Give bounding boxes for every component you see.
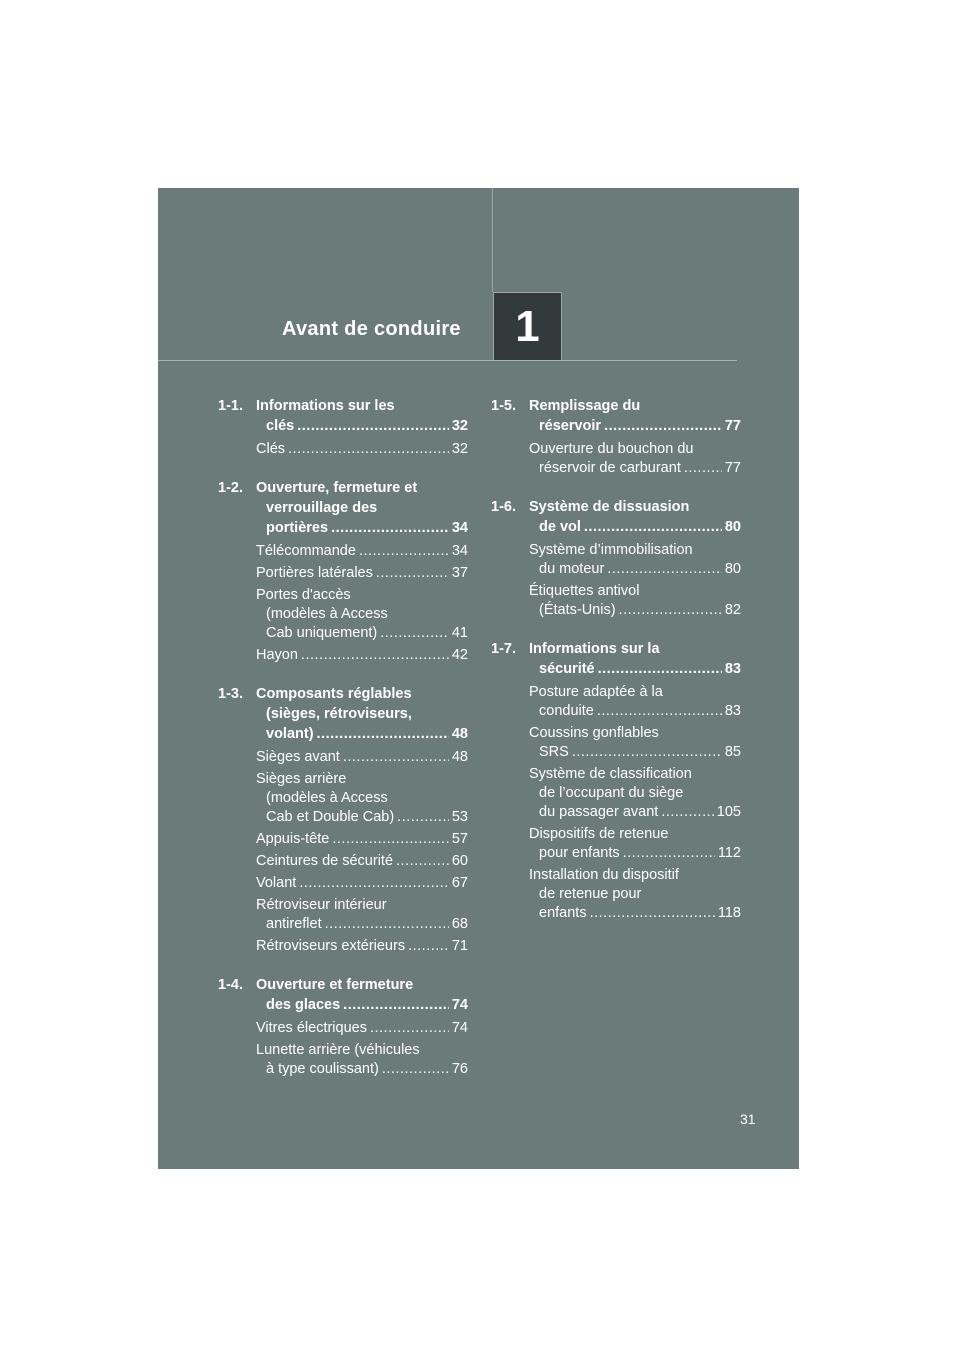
entry-line[interactable] [256, 874, 468, 893]
entry-page: 118 [717, 905, 741, 921]
section-title-line: Ouverture, fermeture et [256, 480, 418, 496]
toc-entry[interactable] [256, 1041, 468, 1079]
toc-entry[interactable] [529, 866, 741, 923]
toc-entry[interactable] [256, 586, 468, 643]
entry-text: Télécommande [256, 543, 356, 559]
entry-line[interactable] [529, 743, 741, 762]
entry-line: Ouverture du bouchon du [529, 441, 694, 457]
entry-text: Cab et Double Cab) [266, 809, 395, 825]
entry-text: du moteur [539, 561, 605, 577]
section-title [256, 684, 468, 744]
section-title-line[interactable] [256, 995, 468, 1015]
entry-line[interactable] [529, 560, 741, 579]
entry-line[interactable] [256, 646, 468, 665]
entry-text: Clés [256, 441, 286, 457]
leader-dots [359, 542, 449, 561]
toc-section [218, 478, 468, 665]
entry-line: Portes d'accès [256, 587, 351, 603]
entry-text: Appuis-tête [256, 831, 330, 847]
leader-dots [370, 1019, 449, 1038]
toc-entry[interactable] [256, 646, 468, 665]
entry-line: Posture adaptée à la [529, 684, 663, 700]
entry-list [529, 440, 741, 478]
leader-dots [317, 724, 449, 744]
section-title-line[interactable] [256, 518, 468, 538]
section-number: 1-1. [218, 398, 243, 414]
entry-text: pour enfants [539, 845, 620, 861]
entry-line[interactable] [529, 601, 741, 620]
section-title-line: Informations sur la [529, 641, 660, 657]
leader-dots [380, 624, 449, 643]
toc-section [218, 975, 468, 1079]
entry-text: enfants [539, 905, 587, 921]
toc-entry[interactable] [256, 770, 468, 827]
section-heading[interactable] [218, 478, 468, 538]
leader-dots [301, 646, 449, 665]
entry-page: 37 [451, 565, 468, 581]
leader-dots [584, 517, 722, 537]
toc-entry[interactable] [256, 564, 468, 583]
entry-page: 105 [716, 804, 741, 820]
entry-text: (États-Unis) [539, 602, 616, 618]
entry-page: 60 [451, 853, 468, 869]
leader-dots [396, 852, 449, 871]
toc-section [218, 684, 468, 956]
section-number: 1-5. [491, 398, 516, 414]
entry-line[interactable] [256, 915, 468, 934]
section-title-line: Informations sur les [256, 398, 395, 414]
section-title-page: 74 [451, 997, 468, 1013]
section-heading[interactable] [218, 684, 468, 744]
section-title-line: Composants réglables [256, 686, 412, 702]
entry-page: 80 [724, 561, 741, 577]
entry-line[interactable] [529, 702, 741, 721]
leader-dots [343, 995, 449, 1015]
entry-text: Hayon [256, 647, 298, 663]
leader-dots [597, 702, 722, 721]
entry-page: 76 [451, 1061, 468, 1077]
entry-line[interactable] [256, 830, 468, 849]
entry-page: 71 [451, 938, 468, 954]
section-title [529, 497, 741, 537]
entry-page: 82 [724, 602, 741, 618]
toc-entry[interactable] [256, 830, 468, 849]
toc-entry[interactable] [256, 896, 468, 934]
section-title-page: 32 [451, 418, 468, 434]
leader-dots [684, 459, 722, 478]
entry-page: 85 [724, 744, 741, 760]
leader-dots [572, 743, 722, 762]
entry-page: 41 [451, 625, 468, 641]
section-heading[interactable] [491, 396, 741, 436]
toc-entry[interactable] [256, 1019, 468, 1038]
entry-text: Vitres électriques [256, 1020, 367, 1036]
entry-text: Sièges avant [256, 749, 340, 765]
entry-line: (modèles à Access [266, 606, 388, 622]
entry-text: du passager avant [539, 804, 659, 820]
section-title-text: réservoir [539, 418, 602, 434]
entry-text: à type coulissant) [266, 1061, 379, 1077]
section-title-text: de vol [539, 519, 581, 535]
entry-page: 74 [451, 1020, 468, 1036]
entry-page: 32 [451, 441, 468, 457]
toc-entry[interactable] [256, 852, 468, 871]
chapter-number-badge: 1 [493, 292, 562, 360]
section-title-text: volant) [266, 726, 314, 742]
divider-vertical [492, 188, 493, 292]
section-number: 1-4. [218, 977, 243, 993]
section-title-line: Système de dissuasion [529, 499, 690, 515]
entry-page: 53 [451, 809, 468, 825]
toc-entry[interactable] [529, 825, 741, 863]
section-title-text: des glaces [266, 997, 341, 1013]
leader-dots [343, 748, 449, 767]
entry-text: Cab uniquement) [266, 625, 378, 641]
entry-page: 83 [724, 703, 741, 719]
entry-line[interactable] [256, 808, 468, 827]
section-heading[interactable] [218, 975, 468, 1015]
leader-dots [382, 1060, 449, 1079]
section-number: 1-2. [218, 480, 243, 496]
section-title-page: 48 [451, 726, 468, 742]
entry-list [256, 748, 468, 956]
toc-column-right [491, 396, 741, 942]
toc-section [491, 396, 741, 478]
section-heading[interactable] [218, 396, 468, 436]
leader-dots [397, 808, 449, 827]
entry-line[interactable] [529, 844, 741, 863]
section-number: 1-7. [491, 641, 516, 657]
entry-line: Rétroviseur intérieur [256, 897, 387, 913]
toc-entry[interactable] [256, 542, 468, 561]
toc-entry[interactable] [529, 541, 741, 579]
section-title-page: 80 [724, 519, 741, 535]
entry-list [529, 541, 741, 620]
leader-dots [297, 416, 449, 436]
section-title-line[interactable] [256, 416, 468, 436]
entry-line[interactable] [256, 748, 468, 767]
toc-entry[interactable] [256, 440, 468, 459]
entry-line[interactable] [256, 564, 468, 583]
entry-page: 42 [451, 647, 468, 663]
section-heading[interactable] [491, 639, 741, 679]
entry-text: réservoir de carburant [539, 460, 681, 476]
entry-line: Sièges arrière [256, 771, 347, 787]
toc-section [491, 497, 741, 620]
section-title-page: 34 [451, 520, 468, 536]
entry-text: Volant [256, 875, 297, 891]
leader-dots [598, 659, 722, 679]
toc-entry[interactable] [529, 724, 741, 762]
divider-horizontal [158, 360, 737, 361]
leader-dots [299, 874, 449, 893]
section-title-line[interactable] [529, 517, 741, 537]
toc-entry[interactable] [529, 440, 741, 478]
entry-line: Coussins gonflables [529, 725, 659, 741]
leader-dots [623, 844, 715, 863]
entry-line[interactable] [256, 440, 468, 459]
leader-dots [590, 904, 715, 923]
entry-text: Ceintures de sécurité [256, 853, 394, 869]
leader-dots [376, 564, 449, 583]
entry-list [256, 1019, 468, 1079]
section-title [256, 396, 468, 436]
section-title-line[interactable] [256, 724, 468, 744]
entry-line: Système d’immobilisation [529, 542, 693, 558]
toc-entry[interactable] [256, 937, 468, 956]
entry-page: 77 [724, 460, 741, 476]
section-title-line: verrouillage des [266, 500, 378, 516]
chapter-title: Avant de conduire [282, 318, 461, 340]
entry-list [529, 683, 741, 923]
entry-line[interactable] [529, 803, 741, 822]
section-title-line[interactable] [529, 416, 741, 436]
section-title [529, 639, 741, 679]
section-title [256, 478, 468, 538]
leader-dots [331, 518, 449, 538]
leader-dots [288, 440, 449, 459]
section-title [529, 396, 741, 436]
entry-page: 67 [451, 875, 468, 891]
entry-line[interactable] [256, 937, 468, 956]
toc-entry[interactable] [256, 874, 468, 893]
entry-line: Lunette arrière (véhicules [256, 1042, 420, 1058]
leader-dots [325, 915, 449, 934]
toc-entry[interactable] [529, 765, 741, 822]
leader-dots [607, 560, 722, 579]
toc-section [491, 639, 741, 923]
section-title-line: Remplissage du [529, 398, 641, 414]
entry-page: 34 [451, 543, 468, 559]
entry-line[interactable] [529, 904, 741, 923]
entry-text: antireflet [266, 916, 322, 932]
leader-dots [408, 937, 449, 956]
entry-line[interactable] [256, 1019, 468, 1038]
section-title [256, 975, 468, 1015]
entry-line[interactable] [256, 542, 468, 561]
entry-line: Dispositifs de retenue [529, 826, 669, 842]
entry-list [256, 440, 468, 459]
entry-text: SRS [539, 744, 569, 760]
entry-list [256, 542, 468, 665]
section-title-text: clés [266, 418, 295, 434]
leader-dots [332, 830, 449, 849]
entry-line: Système de classification [529, 766, 692, 782]
section-title-page: 77 [724, 418, 741, 434]
toc-entry[interactable] [529, 582, 741, 620]
entry-line: Installation du dispositif [529, 867, 679, 883]
toc-section [218, 396, 468, 459]
entry-line: de retenue pour [539, 886, 642, 902]
section-number: 1-3. [218, 686, 243, 702]
leader-dots [619, 601, 722, 620]
entry-text: Rétroviseurs extérieurs [256, 938, 406, 954]
entry-line: (modèles à Access [266, 790, 388, 806]
section-title-text: portières [266, 520, 329, 536]
entry-line: Étiquettes antivol [529, 583, 640, 599]
section-title-line: Ouverture et fermeture [256, 977, 414, 993]
section-title-line: (sièges, rétroviseurs, [266, 706, 412, 722]
entry-line[interactable] [256, 1060, 468, 1079]
section-number: 1-6. [491, 499, 516, 515]
entry-line[interactable] [529, 459, 741, 478]
entry-page: 48 [451, 749, 468, 765]
toc-column-left [218, 396, 468, 1098]
entry-line: de l’occupant du siège [539, 785, 684, 801]
entry-line[interactable] [256, 624, 468, 643]
entry-page: 112 [717, 845, 741, 861]
section-title-line[interactable] [529, 659, 741, 679]
section-title-page: 83 [724, 661, 741, 677]
entry-page: 57 [451, 831, 468, 847]
section-title-text: sécurité [539, 661, 595, 677]
entry-line[interactable] [256, 852, 468, 871]
toc-entry[interactable] [529, 683, 741, 721]
leader-dots [604, 416, 722, 436]
entry-text: conduite [539, 703, 594, 719]
page-number: 31 [740, 1111, 756, 1127]
leader-dots [661, 803, 713, 822]
toc-entry[interactable] [256, 748, 468, 767]
section-heading[interactable] [491, 497, 741, 537]
entry-page: 68 [451, 916, 468, 932]
entry-text: Portières latérales [256, 565, 373, 581]
